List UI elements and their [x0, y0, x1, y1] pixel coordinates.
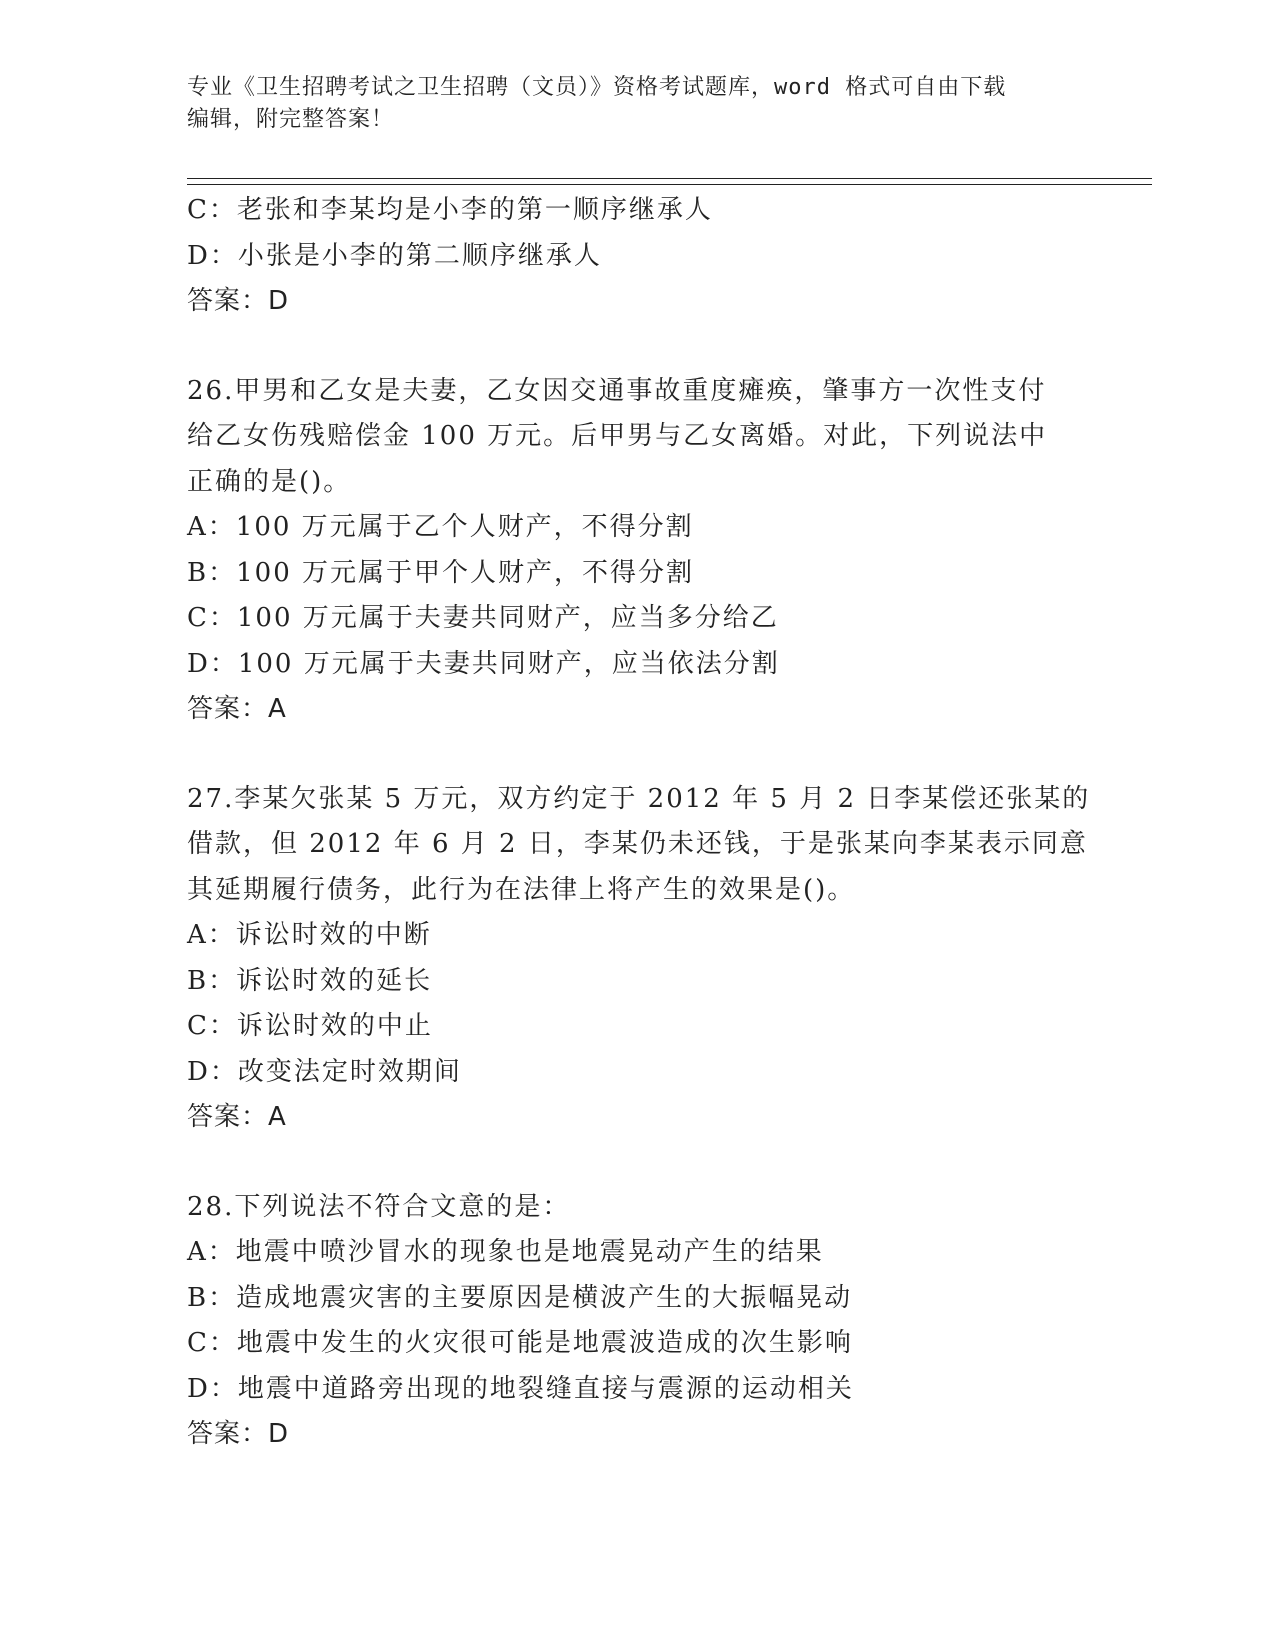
- answer-line: 答案：A: [187, 1102, 287, 1132]
- option-c: C：老张和李某均是小李的第一顺序继承人: [187, 195, 713, 225]
- spacer: [187, 733, 1087, 777]
- option-c: C：地震中发生的火灾很可能是地震波造成的次生影响: [187, 1328, 853, 1358]
- option-d: D：小张是小李的第二顺序继承人: [187, 240, 602, 271]
- option-a: A：地震中喷沙冒水的现象也是地震晃动产生的结果: [187, 1237, 824, 1267]
- spacer: [187, 325, 1087, 369]
- answer-line: 答案：A: [187, 694, 287, 724]
- question-26: [187, 369, 1087, 733]
- answer-line: 答案：D: [187, 286, 290, 316]
- option-c: C：诉讼时效的中止: [187, 1011, 433, 1041]
- option-d: D：改变法定时效期间: [187, 1056, 462, 1087]
- question-stem-line: 27.李某欠张某 5 万元，双方约定于 2012 年 5 月 2 日李某偿还张某的: [187, 783, 1091, 814]
- question-stem-line: 26.甲男和乙女是夫妻，乙女因交通事故重度瘫痪，肇事方一次性支付: [187, 375, 1047, 406]
- question-stem-line: 给乙女伤残赔偿金 100 万元。后甲男与乙女离婚。对此，下列说法中: [187, 421, 1048, 451]
- header-line-1: 专业《卫生招聘考试之卫生招聘（文员）》资格考试题库，word 格式可自由下载: [187, 75, 1007, 100]
- option-a: A：诉讼时效的中断: [187, 920, 432, 950]
- question-stem-line: 正确的是()。: [187, 466, 352, 497]
- question-stem-line: 借款，但 2012 年 6 月 2 日，李某仍未还钱，于是张某向李某表示同意: [187, 829, 1088, 859]
- spacer: [187, 1141, 1087, 1185]
- option-b: B：诉讼时效的延长: [187, 965, 433, 996]
- question-content: [187, 188, 1091, 1458]
- option-b: B：100 万元属于甲个人财产，不得分割: [187, 557, 694, 588]
- option-d: D：地震中道路旁出现的地裂缝直接与震源的运动相关: [187, 1373, 854, 1404]
- page-header: [187, 72, 1067, 136]
- header-rule-top: [187, 178, 1152, 179]
- option-c: C：100 万元属于夫妻共同财产，应当多分给乙: [187, 603, 779, 633]
- answer-line: 答案：D: [187, 1419, 290, 1449]
- header-rule-bottom: [187, 184, 1152, 185]
- question-28: [187, 1185, 1087, 1458]
- option-d: D：100 万元属于夫妻共同财产，应当依法分割: [187, 648, 780, 679]
- question-27: [187, 777, 1091, 1141]
- question-stem-line: 28.下列说法不符合文意的是：: [187, 1191, 571, 1222]
- header-line-2: 编辑，附完整答案！: [187, 107, 395, 132]
- option-b: B：造成地震灾害的主要原因是横波产生的大振幅晃动: [187, 1282, 853, 1313]
- question-continuation: [187, 188, 1087, 325]
- question-stem-line: 其延期履行债务，此行为在法律上将产生的效果是()。: [187, 874, 856, 905]
- option-a: A：100 万元属于乙个人财产，不得分割: [187, 512, 694, 542]
